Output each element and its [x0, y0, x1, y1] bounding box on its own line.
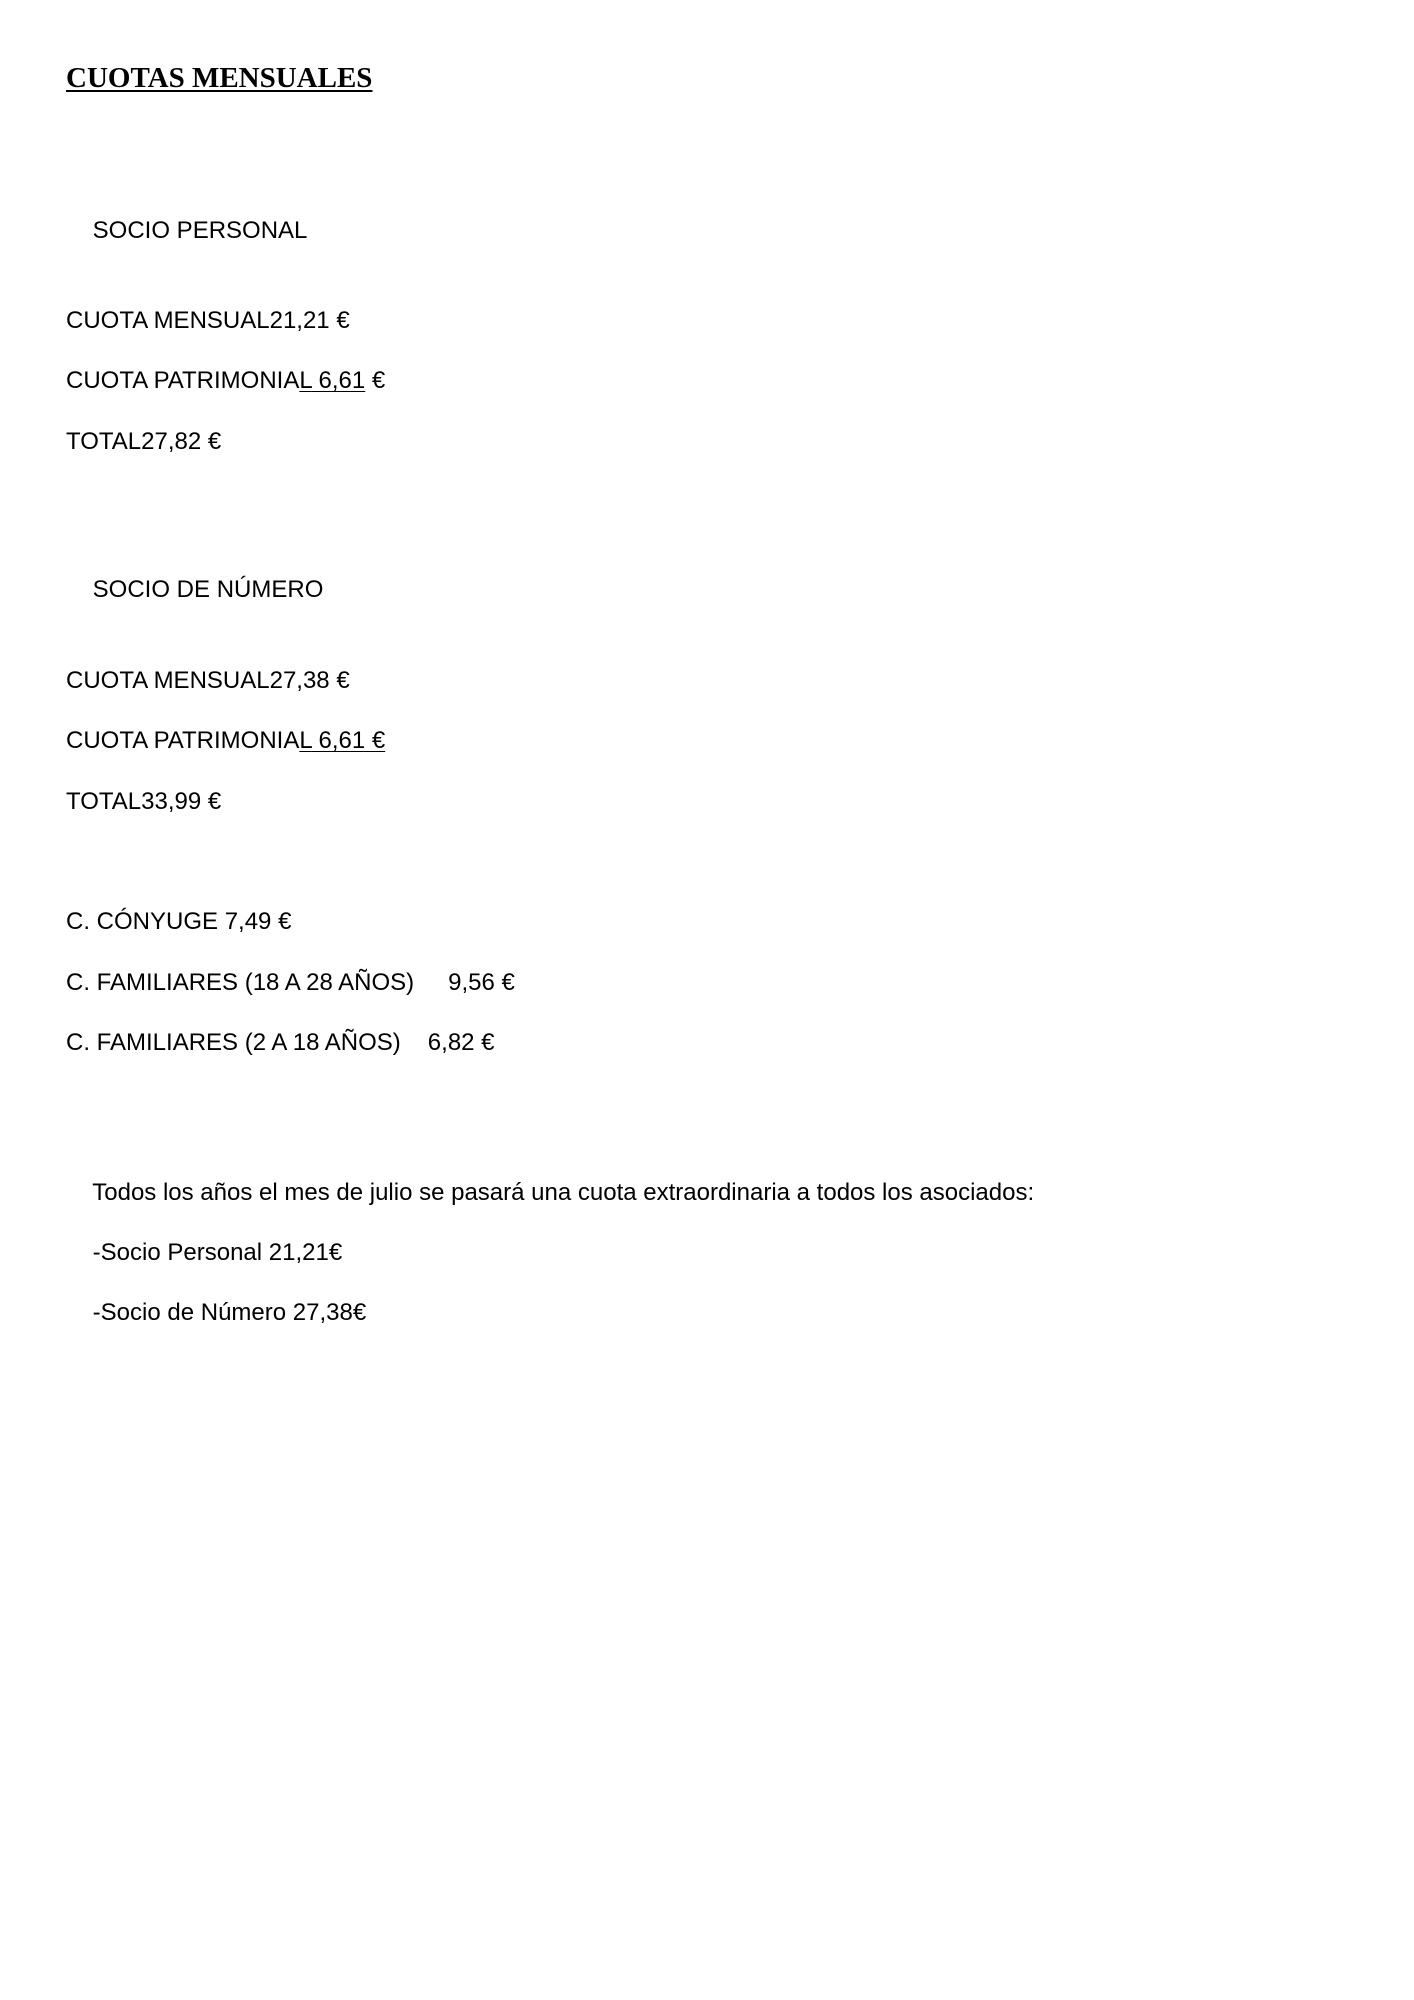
section-heading-socio-numero: [66, 545, 323, 635]
row-conyuge: [66, 907, 291, 937]
row-value: 6,82 €: [427, 1029, 495, 1056]
section-heading-text: SOCIO PERSONAL: [92, 217, 308, 244]
row-total-numero: [66, 787, 221, 817]
row-label: CUOTA MENSUAL: [66, 307, 270, 334]
row-label: CUOTA PATRIMONIA: [66, 727, 300, 754]
section-heading-text: SOCIO DE NÚMERO: [92, 576, 324, 603]
row-value: 21,21 €: [269, 307, 350, 334]
row-label: TOTAL: [66, 788, 142, 815]
note-text: Todos los años el mes de julio se pasará una cuota extraordinaria a todos los asociados:: [92, 1179, 1035, 1206]
item-text: -Socio Personal 21,21€: [92, 1239, 343, 1266]
row-familiares-18-28: [66, 968, 515, 998]
row-label-end: L: [299, 367, 312, 394]
item-text: -Socio de Número 27,38€: [92, 1299, 367, 1326]
row-total-personal: [66, 427, 221, 457]
row-label: TOTAL: [66, 428, 142, 455]
row-cuota-patrimonial-numero: [66, 726, 385, 756]
row-label: CUOTA MENSUAL: [66, 667, 270, 694]
row-value-rest: €: [365, 367, 386, 394]
row-label: C. FAMILIARES (18 A 28 AÑOS): [66, 969, 415, 996]
row-label: C. CÓNYUGE: [66, 908, 225, 935]
row-value: 33,99 €: [141, 788, 222, 815]
row-label: C. FAMILIARES (2 A 18 AÑOS): [66, 1029, 401, 1056]
row-label-end: L: [299, 727, 312, 754]
row-familiares-2-18: [66, 1028, 495, 1058]
row-value: 7,49 €: [224, 908, 292, 935]
extraordinaria-item: [66, 1268, 366, 1358]
row-value: 27,38 €: [269, 667, 350, 694]
row-value: 9,56 €: [448, 969, 515, 996]
page-title: CUOTAS MENSUALES: [66, 62, 373, 94]
section-heading-socio-personal: [66, 186, 307, 276]
row-value: 27,82 €: [141, 428, 222, 455]
row-cuota-mensual-personal: [66, 306, 350, 336]
row-value-underlined: 6,61: [311, 367, 366, 394]
row-cuota-mensual-numero: [66, 666, 350, 696]
row-value-underlined: 6,61 €: [311, 727, 386, 754]
row-cuota-patrimonial-personal: [66, 366, 385, 396]
row-label: CUOTA PATRIMONIA: [66, 367, 300, 394]
